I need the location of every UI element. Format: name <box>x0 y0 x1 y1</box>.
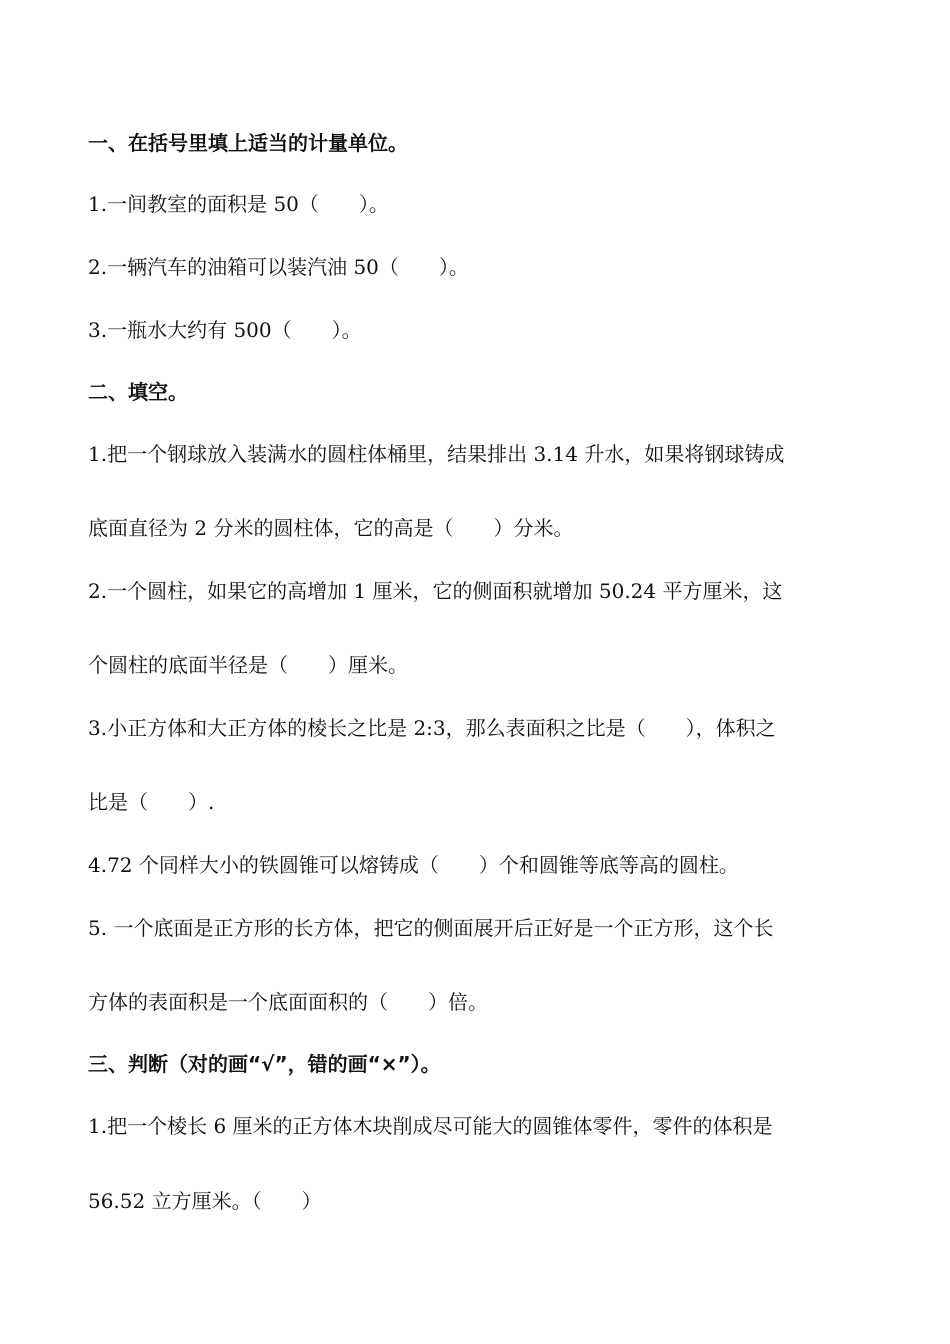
section-2-question-3-line-1: 3.小正方体和大正方体的棱长之比是 2:3，那么表面积之比是（ ），体积之 <box>88 716 776 740</box>
section-1-question-3: 3.一瓶水大约有 500（ ）。 <box>88 318 362 342</box>
section-2-question-5-line-2: 方体的表面积是一个底面面积的（ ）倍。 <box>88 990 488 1014</box>
section-2-heading: 二、填空。 <box>88 380 188 404</box>
section-1-question-2: 2.一辆汽车的油箱可以装汽油 50（ ）。 <box>88 255 469 279</box>
section-2-question-4: 4.72 个同样大小的铁圆锥可以熔铸成（ ）个和圆锥等底等高的圆柱。 <box>88 853 739 877</box>
section-2-question-1-line-2: 底面直径为 2 分米的圆柱体，它的高是（ ）分米。 <box>88 516 574 540</box>
section-1-question-1: 1.一间教室的面积是 50（ ）。 <box>88 192 389 216</box>
section-3-heading: 三、判断（对的画“√”，错的画“×”）。 <box>88 1052 441 1076</box>
section-2-question-2-line-1: 2.一个圆柱，如果它的高增加 1 厘米，它的侧面积就增加 50.24 平方厘米，这 <box>88 579 783 603</box>
section-1-heading: 一、在括号里填上适当的计量单位。 <box>88 131 408 155</box>
section-3-question-1-line-1: 1.把一个棱长 6 厘米的正方体木块削成尽可能大的圆锥体零件，零件的体积是 <box>88 1114 773 1138</box>
section-2-question-2-line-2: 个圆柱的底面半径是（ ）厘米。 <box>88 653 408 677</box>
section-2-question-3-line-2: 比是（ ）. <box>88 790 215 814</box>
section-2-question-1-line-1: 1.把一个钢球放入装满水的圆柱体桶里，结果排出 3.14 升水，如果将钢球铸成 <box>88 442 785 466</box>
section-2-question-5-line-1: 5. 一个底面是正方形的长方体，把它的侧面展开后正好是一个正方形，这个长 <box>88 916 774 940</box>
section-3-question-1-line-2: 56.52 立方厘米。（ ） <box>88 1189 322 1213</box>
